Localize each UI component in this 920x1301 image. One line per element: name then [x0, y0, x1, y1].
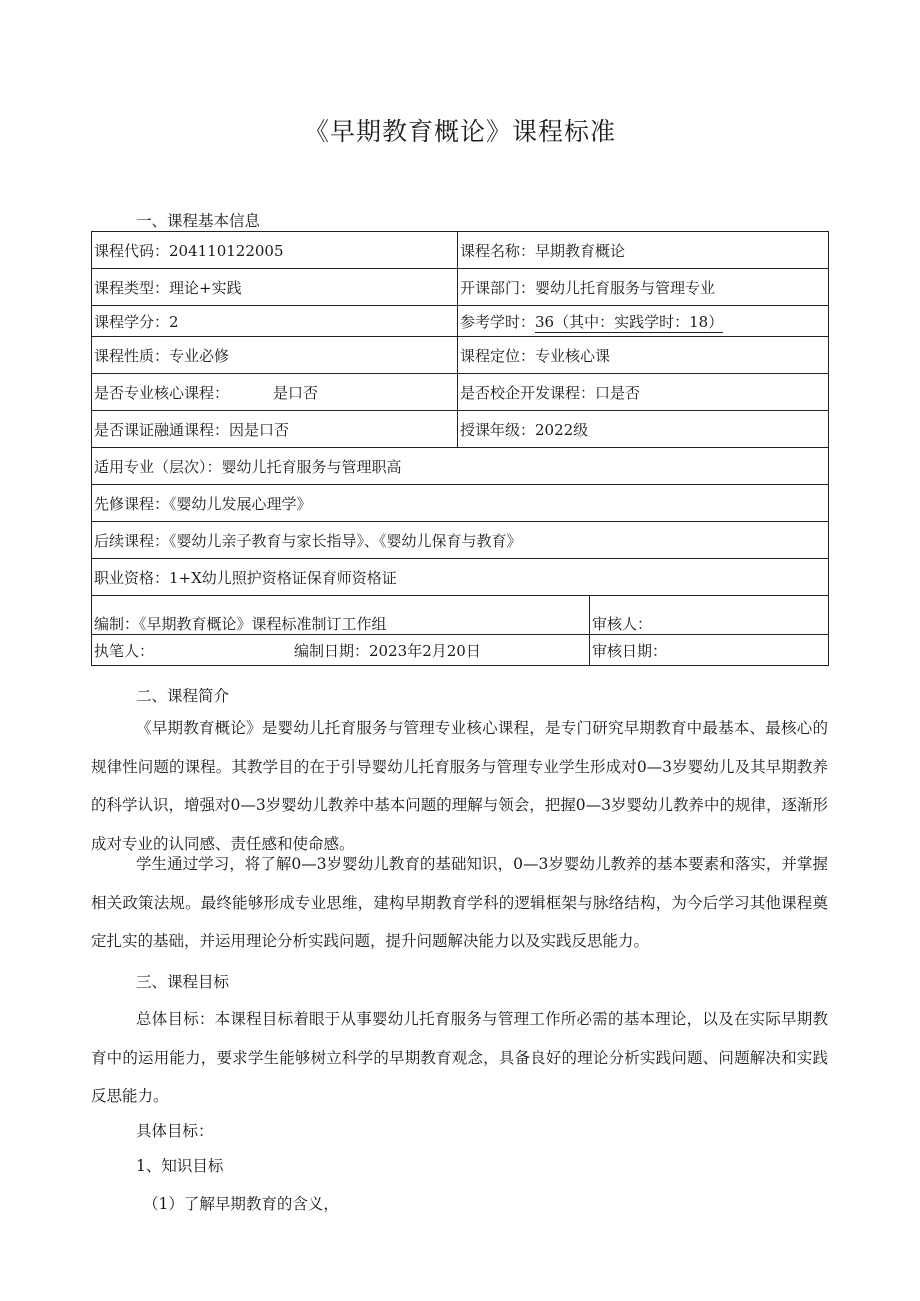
credits-cell: 课程学分：2: [92, 306, 458, 337]
applicable-major-cell: 适用专业（层次）：婴幼儿托育服务与管理职高: [92, 448, 829, 485]
department-cell: 开课部门：婴幼儿托育服务与管理专业: [458, 269, 829, 306]
followup-course-cell: 后续课程：《婴幼儿亲子教育与家长指导》、《婴幼儿保育与教育》: [92, 522, 829, 559]
core-course-value: 是口否: [273, 383, 319, 402]
section-heading-intro: 二、课程简介: [136, 687, 230, 705]
specific-goals-label: 具体目标：: [136, 1122, 214, 1140]
table-row: [92, 559, 829, 596]
table-row: [92, 337, 829, 374]
course-type-cell: 课程类型：理论+实践: [92, 269, 458, 306]
course-info-table: [91, 231, 829, 666]
compiler-cell: 编制：《早期教育概论》课程标准制订工作组: [92, 596, 590, 635]
goal-item-1: （1）了解早期教育的含义，: [143, 1195, 339, 1213]
table-row: [92, 232, 829, 269]
grade-cell: 授课年级：2022级: [458, 411, 829, 448]
document-title: 《早期教育概论》课程标准: [303, 117, 616, 146]
hours-cell: [458, 306, 829, 337]
table-row: [92, 374, 829, 411]
reviewer-cell: 审核人：: [590, 596, 829, 635]
compile-date: 编制日期：2023年2月20日: [294, 641, 481, 660]
review-date-cell: 审核日期：: [590, 635, 829, 666]
overall-goal-paragraph: 总体目标：本课程目标着眼于从事婴幼儿托育服务与管理工作所必需的基本理论，以及在实际早期教育中的运用能力，要求学生能够树立科学的早期教育观念，具备良好的理论分析实践问题、问题解决和实践反思能力。: [91, 1010, 828, 1105]
knowledge-goal-label: 1、知识目标: [136, 1157, 224, 1175]
table-row: [92, 522, 829, 559]
hours-label: 参考学时：: [460, 312, 536, 331]
course-code-cell: 课程代码：204110122005: [92, 232, 458, 269]
course-name-cell: 课程名称：早期教育概论: [458, 232, 829, 269]
table-row: [92, 411, 829, 448]
qualification-cell: 职业资格：1+X幼儿照护资格证保育师资格证: [92, 559, 829, 596]
table-row: [92, 306, 829, 337]
core-course-cell: [92, 374, 458, 411]
writer-date-cell: [92, 635, 590, 666]
core-course-label: 是否专业核心课程：: [94, 383, 230, 402]
intro-paragraph-1: 《早期教育概论》是婴幼儿托育服务与管理专业核心课程，是专门研究早期教育中最基本、最核心的规律性问题的课程。其教学目的在于引导婴幼儿托育服务与管理专业学生形成对0—3岁婴幼儿及其早期教养的科学认识，增强对0—3岁婴幼儿教养中基本问题的理解与领会，把握0—3岁婴幼儿教养中的规律，逐渐形成对专业的认同感、责任感和使命感。: [91, 719, 828, 853]
table-row: [92, 635, 829, 666]
table-row: [92, 448, 829, 485]
section-heading-goals: 三、课程目标: [136, 973, 230, 991]
hours-value: 36（其中：实践学时：18）: [535, 312, 724, 331]
school-enterprise-cell: 是否校企开发课程：口是否: [458, 374, 829, 411]
table-row: [92, 485, 829, 522]
table-row: [92, 269, 829, 306]
table-row: [92, 596, 829, 635]
intro-paragraph-2: 学生通过学习，将了解0—3岁婴幼儿教育的基础知识，0—3岁婴幼儿教养的基本要素和落实，并掌握相关政策法规。最终能够形成专业思维，建构早期教育学科的逻辑框架与脉络结构，为今后学习其他课程奠定扎实的基础，并运用理论分析实践问题，提升问题解决能力以及实践反思能力。: [91, 855, 828, 950]
section-heading-basic-info: 一、课程基本信息: [136, 212, 261, 230]
course-nature-cell: 课程性质：专业必修: [92, 337, 458, 374]
prerequisite-cell: 先修课程：《婴幼儿发展心理学》: [92, 485, 829, 522]
writer-label: 执笔人：: [94, 641, 155, 660]
course-cert-cell: 是否课证融通课程：因是口否: [92, 411, 458, 448]
course-position-cell: 课程定位：专业核心课: [458, 337, 829, 374]
